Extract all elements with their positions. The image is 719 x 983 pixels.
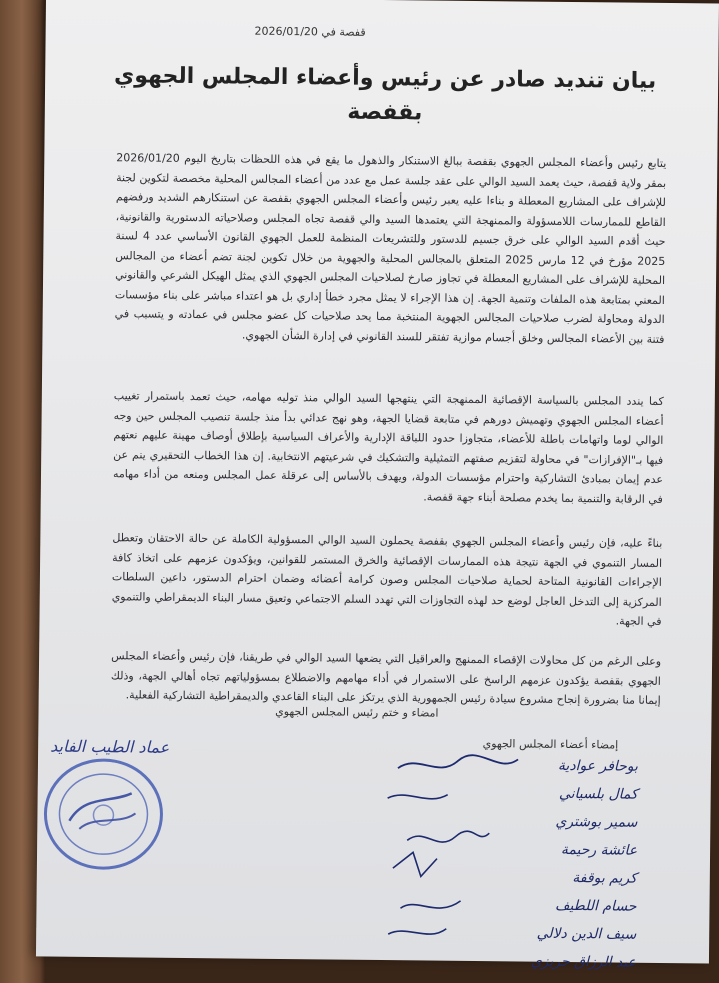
chair-signature-label: امضاء و ختم رئيس المجلس الجهوي (275, 704, 439, 720)
paragraph-1: يتابع رئيس وأعضاء المجلس الجهوي بقفصة ببالغ الاستنكار والذهول ما يقع في هذه اللحظات بتاريخ اليوم 2026/01/20 بمقر ولاية قفصة، حيث يعمد السيد الوالي على عقد جلسة عمل مع عدد من أعضاء المجالس المحلية مخصصة لتكوين لجنة للإشراف على المشاريع المعطلة و بناءا عليه يعبر رئيس وأعضاء المجلس الجهوي بقفصة عن استنكارهم الشديد ورفضهم القاطع للممارسات اللامسؤولة والممنهجة التي يعتمدها السيد والي قفصة تجاه المجلس وصلاحياته الدستورية والقانونية، حيث أقدم السيد الوالي على خرق جسيم للدستور وللتشريعات المنظمة للعمل الجهوي القانون الأساسي عدد 4 لسنة 2025 مؤرخ في 12 مارس 2025 المتعلق بالمجالس المحلية والجهوية من خلال تكوين لجنة تضم أعضاء من المجالس المحلية للإشراف على المشاريع المعطلة في تجاوز صارخ لصلاحيات المجلس الجهوي الذي يمثل الهيكل الشرعي والقانوني المعني بمتابعة هذه الملفات وتنمية الجهة. إن هذا الإجراء لا يمثل مجرد خطأ إداري بل هو اعتداء مباشر على بناء مؤسسات الدولة ومحاولة لضرب صلاحيات المجالس الجهوية المنتخبة مما يحد صلاحيات كل عضو مجلس في عمادته و يتسبب في فتنة بين الأعضاء المجالس وخلق أجسام موازية تفتقر للسند القانوني في إدارة الشأن الجهوي. (114, 151, 667, 346)
official-stamp-icon (39, 754, 168, 873)
document-page (36, 0, 719, 971)
document-date: قفصة في 2026/01/20 (254, 24, 366, 39)
paragraph-4: وعلى الرغم من كل محاولات الإقصاء الممنهج والعراقيل التي يضعها السيد الوالي في طريقنا، فإن رئيس وأعضاء المجلس الجهوي بقفصة يؤكدون عزمهم الراسخ على الاستمرار في أداء مهامهم والاضطلاع بمسؤولياتهم تجاه أهالي الجهة، وذلك إيمانا منا بضرورة إنجاح مشروع سيادة رئيس الجمهورية الذي يرتكز على البناء القاعدي والديمقراطية التشاركية الفعلية. (110, 649, 662, 707)
member-signature: سمير بوشتري (555, 813, 638, 831)
member-signature: سيف الدين دلالي (536, 925, 637, 943)
signature-scrawls-icon (376, 748, 638, 951)
document-title: بيان تنديد صادر عن رئيس وأعضاء المجلس الجهوي بقفصة (113, 63, 657, 126)
paragraph-3: بناءً عليه، فإن رئيس وأعضاء المجلس الجهوي بقفصة يحملون السيد الوالي المسؤولية الكاملة عن حالة الاحتقان وتعطل المسار التنموي في الجهة نتيجة هذه الممارسات الإقصائية والخرق المستمر للقوانين، ويؤكدون عزمهم على اتخاذ كافة الإجراءات القانونية المتاحة لحماية صلاحيات المجلس وصون كرامة أعضائه وضمان احترام الدستور، داعين السلطات المركزية إلى التدخل العاجل لوضع حد لهذه التجاوزات التي تهدد السلم الاجتماعي وتعيق مسار البناء الديمقراطي والتنموي في الجهة. (111, 531, 663, 628)
paragraph-2: كما يندد المجلس بالسياسة الإقصائية الممنهجة التي ينتهجها السيد الوالي منذ توليه مهامه، حيث تعمد باستمرار تغييب أعضاء المجلس الجهوي وتهميش دورهم في متابعة قضايا الجهة، وهو نهج عدائي بدأ منذ جلسة تنصيب المجلس حين وجه الوالي لوما واتهامات باطلة للأعضاء، متجاوزا حدود اللباقة الإدارية والأعراف السياسية بإطلاق أوصاف مهينة عليهم نعتهم فيها بـ"الإفرازات" في محاولة لتقزيم صفتهم التمثيلية والتشكيك في شرعيتهم الانتخابية. إن هذا الخطاب التحقيري ينم عن عدم إيمان بمبادئ التشاركية واحترام مؤسسات الدولة، ويهدف بالأساس إلى عرقلة عمل المجلس ومنعه من أداء مهامه في الرقابة والتنمية بما يخدم مصلحة أبناء جهة قفصة. (112, 389, 664, 506)
member-signature: عائشة رحيمة (560, 841, 638, 859)
chair-handwritten-name: عماد الطيب الفايد (50, 736, 170, 757)
member-signature: كمال بلسياني (558, 785, 638, 803)
members-signature-label: إمضاء أعضاء المجلس الجهوي (482, 737, 619, 752)
member-signature: بوحافر عوادية (557, 757, 639, 775)
member-signature: حسام اللطيف (554, 897, 637, 915)
member-signature: كريم بوقفة (572, 870, 637, 887)
member-signature: عبد الرزاق حريزي (530, 953, 637, 971)
